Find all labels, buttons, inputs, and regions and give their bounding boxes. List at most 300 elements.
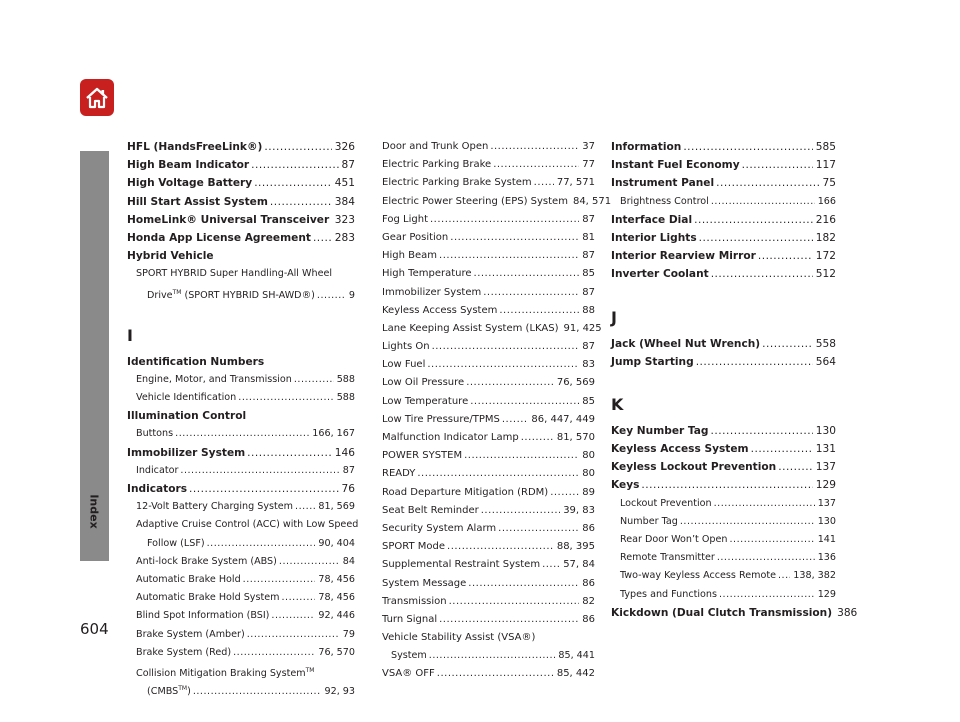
section-letter: I xyxy=(127,325,133,345)
entry-page-link[interactable]: 85 xyxy=(582,268,595,280)
index-entry[interactable] xyxy=(127,626,355,644)
index-entry[interactable] xyxy=(382,338,595,356)
leader-dots xyxy=(716,174,819,192)
leader-dots xyxy=(238,389,333,407)
entry-label: Electric Power Steering (EPS) System xyxy=(382,195,568,207)
leader-dots xyxy=(189,480,339,498)
entry-label: High Beam xyxy=(382,250,438,262)
entry-page-link[interactable]: 83 xyxy=(582,359,595,371)
entry-page-link[interactable]: 85 xyxy=(582,395,595,407)
entry-page-link[interactable]: 78, 456 xyxy=(318,573,355,585)
leader-dots xyxy=(295,498,315,516)
entry-label: READY xyxy=(382,468,416,480)
entry-page-link[interactable]: 564 xyxy=(815,355,836,368)
entry-label: Hybrid Vehicle xyxy=(127,250,214,263)
entry-page-link[interactable]: 84 xyxy=(342,555,355,567)
entry-label: SPORT Mode xyxy=(382,541,446,553)
entry-page-link[interactable]: 79 xyxy=(342,628,355,640)
leader-dots xyxy=(313,229,332,247)
entry-label: Keyless Lockout Prevention xyxy=(611,461,777,474)
leader-dots xyxy=(233,644,315,662)
index-entry[interactable] xyxy=(382,465,595,483)
index-entry[interactable] xyxy=(611,156,836,174)
leader-dots xyxy=(493,156,579,174)
leader-dots xyxy=(282,589,316,607)
index-entry[interactable] xyxy=(382,247,595,265)
page-number: 604 xyxy=(80,620,109,638)
leader-dots xyxy=(193,683,322,701)
entry-label: Identification Numbers xyxy=(127,355,265,368)
index-column-1 xyxy=(127,138,359,698)
index-entry[interactable] xyxy=(611,174,836,192)
index-entry[interactable] xyxy=(611,138,836,156)
leader-dots xyxy=(481,502,560,520)
index-heading xyxy=(127,662,355,680)
leader-dots xyxy=(447,538,554,556)
entry-page-link[interactable]: 39, 83 xyxy=(563,504,595,516)
entry-page-link[interactable]: 87 xyxy=(582,286,595,298)
leader-dots xyxy=(699,229,813,247)
index-entry[interactable] xyxy=(611,440,836,458)
entry-page-link[interactable]: 386 xyxy=(837,606,858,619)
entry-label: Automatic Brake Hold System xyxy=(136,592,280,604)
entry-label: Jack (Wheel Nut Wrench) xyxy=(611,337,761,350)
entry-label: Keys xyxy=(611,479,640,492)
leader-dots xyxy=(730,531,815,549)
entry-label: Low Oil Pressure xyxy=(382,377,465,389)
index-entry[interactable] xyxy=(611,476,836,494)
index-entry[interactable] xyxy=(127,680,355,698)
entry-page-link[interactable]: 588 xyxy=(336,392,355,404)
entry-page-link[interactable]: 146 xyxy=(334,446,355,459)
leader-dots xyxy=(742,156,813,174)
entry-page-link[interactable]: 75 xyxy=(822,177,836,190)
entry-label: High Temperature xyxy=(382,268,472,280)
entry-label: High Beam Indicator xyxy=(127,159,250,172)
index-entry[interactable] xyxy=(127,425,355,443)
leader-dots xyxy=(207,535,316,553)
index-entry[interactable] xyxy=(127,138,355,156)
entry-page-link[interactable]: 87 xyxy=(582,250,595,262)
index-entry[interactable] xyxy=(611,193,836,211)
index-entry[interactable] xyxy=(127,444,355,462)
entry-page-link[interactable]: 86 xyxy=(582,577,595,589)
entry-page-link[interactable]: 512 xyxy=(815,268,836,281)
entry-label: Automatic Brake Hold xyxy=(136,573,241,585)
index-entry[interactable] xyxy=(382,538,595,556)
leader-dots xyxy=(439,247,579,265)
leader-dots xyxy=(719,586,815,604)
leader-dots xyxy=(437,665,554,683)
entry-page-link[interactable]: 166 xyxy=(817,195,836,207)
index-entry[interactable] xyxy=(382,265,595,283)
entry-page-link[interactable]: 86 xyxy=(582,613,595,625)
leader-dots xyxy=(683,138,812,156)
index-entry[interactable] xyxy=(382,393,595,411)
entry-page-link[interactable]: 86 xyxy=(582,522,595,534)
entry-page-link[interactable]: 81 xyxy=(582,231,595,243)
entry-label: Engine, Motor, and Transmission xyxy=(136,373,292,385)
leader-dots xyxy=(490,138,579,156)
entry-page-link[interactable]: 87 xyxy=(582,341,595,353)
entry-label: Vehicle Identification xyxy=(136,392,237,404)
entry-page-link[interactable]: 89 xyxy=(582,486,595,498)
index-entry[interactable] xyxy=(382,320,602,338)
leader-dots xyxy=(468,575,579,593)
entry-page-link[interactable]: 136 xyxy=(817,552,836,564)
entry-label: Interior Rearview Mirror xyxy=(611,250,756,263)
side-label: Index xyxy=(87,494,101,529)
entry-label: HFL (HandsFreeLink®) xyxy=(127,141,263,153)
entry-label: Anti-lock Brake System (ABS) xyxy=(136,555,277,567)
entry-page-link[interactable]: 82 xyxy=(582,595,595,607)
index-entry[interactable] xyxy=(127,462,355,480)
entry-label: Kickdown (Dual Clutch Transmission) xyxy=(611,606,833,619)
entry-label: Fog Light xyxy=(382,213,428,225)
leader-dots xyxy=(243,571,316,589)
leader-dots xyxy=(271,607,315,625)
index-entry[interactable] xyxy=(127,589,355,607)
index-entry[interactable] xyxy=(382,211,595,229)
leader-dots xyxy=(251,156,338,174)
index-entry[interactable] xyxy=(382,611,595,629)
entry-label: Inverter Coolant xyxy=(611,268,709,281)
entry-label: Brightness Control xyxy=(620,195,709,207)
leader-dots xyxy=(254,174,332,192)
index-entry[interactable] xyxy=(127,174,355,192)
leader-dots xyxy=(714,495,815,513)
entry-label: Blind Spot Information (BSI) xyxy=(136,610,270,622)
entry-page-link[interactable]: 77, 571 xyxy=(556,177,595,189)
entry-label: Instant Fuel Economy xyxy=(611,159,740,172)
entry-label: Immobilizer System xyxy=(382,286,482,298)
entry-page-link[interactable]: 87 xyxy=(342,464,355,476)
index-column-2 xyxy=(382,138,612,684)
entry-label: POWER SYSTEM xyxy=(382,450,463,462)
section-letter: K xyxy=(611,394,624,414)
entry-label: Gear Position xyxy=(382,231,449,243)
index-entry[interactable] xyxy=(611,458,836,476)
entry-page-link[interactable]: 57, 84 xyxy=(563,559,595,571)
index-entry[interactable] xyxy=(127,156,355,174)
entry-page-link[interactable]: 588 xyxy=(336,373,355,385)
entry-label: Low Fuel xyxy=(382,359,426,371)
leader-dots xyxy=(778,458,813,476)
entry-page-link[interactable]: 216 xyxy=(815,213,836,226)
leader-dots xyxy=(427,356,579,374)
leader-dots xyxy=(417,465,579,483)
entry-label: SPORT HYBRID Super Handling-All Wheel xyxy=(136,268,333,280)
index-heading xyxy=(127,516,359,534)
entry-page-link[interactable]: 76, 569 xyxy=(556,377,595,389)
index-entry[interactable] xyxy=(382,520,595,538)
entry-page-link[interactable]: 92, 93 xyxy=(324,686,355,698)
index-entry[interactable] xyxy=(382,665,595,683)
entry-page-link[interactable]: 78, 456 xyxy=(318,592,355,604)
leader-dots xyxy=(450,229,579,247)
entry-page-link[interactable]: 37 xyxy=(582,141,595,152)
entry-page-link[interactable]: 131 xyxy=(815,443,836,456)
entry-label: Brake System (Red) xyxy=(136,646,232,658)
index-entry[interactable] xyxy=(382,174,595,192)
entry-label: Seat Belt Reminder xyxy=(382,504,479,516)
entry-page-link[interactable]: 137 xyxy=(817,497,836,509)
index-entry[interactable] xyxy=(127,571,355,589)
entry-page-link[interactable]: 85, 442 xyxy=(556,668,595,680)
entry-label: Turn Signal xyxy=(382,613,438,625)
index-entry[interactable] xyxy=(611,422,836,440)
leader-dots xyxy=(247,444,332,462)
entry-label: Indicators xyxy=(127,483,187,495)
entry-page-link[interactable]: 84, 571 xyxy=(572,195,612,207)
home-button[interactable] xyxy=(80,79,114,116)
entry-label: Electric Parking Brake System xyxy=(382,177,532,189)
entry-label: Honda App License Agreement xyxy=(127,231,311,244)
index-entry[interactable] xyxy=(611,353,836,371)
entry-page-link[interactable]: 172 xyxy=(815,250,836,263)
leader-dots xyxy=(499,302,579,320)
entry-label: Keyless Access System xyxy=(611,443,749,456)
entry-label: 12-Volt Battery Charging System xyxy=(136,501,294,513)
entry-label: Key Number Tag xyxy=(611,424,709,437)
leader-dots xyxy=(175,425,309,443)
leader-dots xyxy=(542,556,560,574)
entry-page-link[interactable]: 91, 425 xyxy=(563,322,602,334)
leader-dots xyxy=(466,374,554,392)
index-entry[interactable] xyxy=(611,229,836,247)
index-heading xyxy=(127,265,355,283)
index-entry[interactable] xyxy=(611,495,836,513)
entry-page-link[interactable]: 558 xyxy=(815,337,836,350)
leader-dots xyxy=(430,211,579,229)
leader-dots xyxy=(270,193,332,211)
entry-page-link[interactable]: 76 xyxy=(341,483,355,495)
index-entry[interactable] xyxy=(382,229,595,247)
entry-page-link[interactable]: 182 xyxy=(815,231,836,244)
entry-label: Illumination Control xyxy=(127,410,247,423)
home-icon xyxy=(84,86,110,110)
entry-label: Information xyxy=(611,141,682,153)
entry-page-link[interactable]: 80 xyxy=(582,468,595,480)
entry-page-link[interactable]: 77 xyxy=(582,159,595,171)
index-entry[interactable] xyxy=(611,247,836,265)
leader-dots xyxy=(550,484,579,502)
leader-dots xyxy=(758,247,813,265)
index-entry[interactable] xyxy=(127,193,355,211)
index-entry[interactable] xyxy=(382,302,595,320)
index-entry[interactable] xyxy=(382,575,595,593)
entry-label: Electric Parking Brake xyxy=(382,159,492,171)
entry-page-link[interactable]: 88, 395 xyxy=(556,541,595,553)
leader-dots xyxy=(498,520,579,538)
index-column-3 xyxy=(611,138,858,622)
entry-label: Lockout Prevention xyxy=(620,497,712,509)
index-entry[interactable] xyxy=(127,480,355,498)
entry-label: System Message xyxy=(382,577,467,589)
leader-dots xyxy=(264,138,331,156)
index-entry[interactable] xyxy=(127,371,355,389)
entry-page-link[interactable]: 130 xyxy=(817,515,836,527)
entry-page-link[interactable]: 90, 404 xyxy=(318,537,355,549)
leader-dots xyxy=(279,553,340,571)
entry-page-link[interactable]: 141 xyxy=(817,534,836,545)
entry-label: Number Tag xyxy=(620,515,678,527)
leader-dots xyxy=(696,353,813,371)
index-entry[interactable] xyxy=(611,604,858,622)
leader-dots xyxy=(502,411,529,429)
leader-dots xyxy=(432,338,580,356)
index-entry[interactable] xyxy=(127,535,355,553)
index-entry[interactable] xyxy=(382,193,612,211)
leader-dots xyxy=(294,371,334,389)
entry-label: Malfunction Indicator Lamp xyxy=(382,432,519,443)
entry-label: Adaptive Cruise Control (ACC) with Low Speed xyxy=(136,519,359,531)
entry-page-link[interactable]: 92, 446 xyxy=(318,610,355,622)
entry-page-link[interactable]: 323 xyxy=(334,213,355,226)
index-entry[interactable] xyxy=(382,374,595,392)
entry-label: Low Tire Pressure/TPMS xyxy=(382,413,500,425)
entry-page-link[interactable]: 129 xyxy=(817,588,836,600)
entry-page-link[interactable]: 117 xyxy=(815,159,836,172)
index-heading xyxy=(127,247,355,265)
index-entry[interactable] xyxy=(611,513,836,531)
index-entry[interactable] xyxy=(382,484,595,502)
leader-dots xyxy=(317,287,346,305)
entry-label: Supplemental Restraint System xyxy=(382,559,541,571)
leader-dots xyxy=(711,193,815,211)
leader-dots xyxy=(751,440,813,458)
index-entry[interactable] xyxy=(611,549,836,567)
index-entry[interactable] xyxy=(382,138,595,156)
index-entry[interactable] xyxy=(127,389,355,407)
index-entry[interactable] xyxy=(382,556,595,574)
entry-page-link[interactable]: 138, 382 xyxy=(793,570,836,582)
leader-dots xyxy=(449,593,580,611)
entry-page-link[interactable]: 130 xyxy=(815,424,836,437)
leader-dots xyxy=(711,265,813,283)
entry-label: Collision Mitigation Braking System™ xyxy=(136,666,315,680)
index-entry[interactable] xyxy=(611,531,836,549)
entry-page-link[interactable]: 76, 570 xyxy=(318,646,355,658)
entry-page-link[interactable]: 326 xyxy=(334,141,355,153)
entry-page-link[interactable]: 137 xyxy=(815,461,836,474)
index-entry[interactable] xyxy=(611,335,836,353)
index-entry[interactable] xyxy=(382,411,595,429)
leader-dots xyxy=(474,265,580,283)
index-entry[interactable] xyxy=(382,429,595,447)
entry-label: Immobilizer System xyxy=(127,446,246,459)
entry-page-link[interactable]: 88 xyxy=(582,304,595,316)
entry-page-link[interactable]: 87 xyxy=(582,213,595,225)
leader-dots xyxy=(717,549,815,567)
entry-label: Lane Keeping Assist System (LKAS) xyxy=(382,322,559,334)
entry-page-link[interactable]: 86, 447, 449 xyxy=(531,413,595,425)
entry-label: Drive™ (SPORT HYBRID SH-AWD®) xyxy=(147,288,315,301)
leader-dots xyxy=(247,626,340,644)
leader-dots xyxy=(331,211,332,229)
entry-label: Rear Door Won’t Open xyxy=(620,534,728,545)
index-entry[interactable] xyxy=(611,567,836,585)
index-entry[interactable] xyxy=(382,284,595,302)
leader-dots xyxy=(694,211,813,229)
index-heading xyxy=(127,353,355,371)
index-entry[interactable] xyxy=(127,553,355,571)
entry-page-link[interactable]: 85, 441 xyxy=(558,650,595,662)
index-entry[interactable] xyxy=(127,607,355,625)
entry-label: Transmission xyxy=(382,595,447,607)
entry-page-link[interactable]: 283 xyxy=(334,231,355,244)
entry-label: Lights On xyxy=(382,341,430,353)
entry-label: Buttons xyxy=(136,428,174,440)
index-heading xyxy=(127,407,355,425)
entry-label: Instrument Panel xyxy=(611,177,715,190)
entry-page-link[interactable]: 80 xyxy=(582,450,595,462)
index-entry[interactable] xyxy=(127,644,355,662)
leader-dots xyxy=(762,335,813,353)
entry-label: Interface Dial xyxy=(611,213,693,226)
index-entry[interactable] xyxy=(382,502,595,520)
entry-label: VSA® OFF xyxy=(382,668,435,680)
entry-page-link[interactable]: 87 xyxy=(341,159,355,172)
index-entry[interactable] xyxy=(611,265,836,283)
index-heading xyxy=(382,629,595,647)
entry-label: Indicator xyxy=(136,464,179,476)
entry-page-link[interactable]: 384 xyxy=(334,195,355,208)
entry-label: Jump Starting xyxy=(611,355,694,368)
leader-dots xyxy=(429,647,556,665)
leader-dots xyxy=(521,429,554,447)
leader-dots xyxy=(711,422,813,440)
entry-label: Low Temperature xyxy=(382,395,469,407)
index-entry[interactable] xyxy=(382,647,595,665)
index-entry[interactable] xyxy=(611,211,836,229)
leader-dots xyxy=(534,174,554,192)
leader-dots xyxy=(680,513,815,531)
index-entry[interactable] xyxy=(382,156,595,174)
entry-page-link[interactable]: 129 xyxy=(815,479,836,492)
entry-label: Vehicle Stability Assist (VSA®) xyxy=(382,632,536,644)
index-entry[interactable] xyxy=(127,229,355,247)
entry-page-link[interactable]: 9 xyxy=(348,289,355,301)
entry-label: Road Departure Mitigation (RDM) xyxy=(382,486,549,498)
entry-label: Types and Functions xyxy=(620,588,717,600)
entry-page-link[interactable]: 81, 569 xyxy=(318,501,355,513)
entry-page-link[interactable]: 451 xyxy=(334,177,355,190)
leader-dots xyxy=(439,611,579,629)
index-entry[interactable] xyxy=(611,586,836,604)
section-letter: J xyxy=(611,307,617,327)
entry-page-link[interactable]: 166, 167 xyxy=(312,428,355,440)
entry-label: Remote Transmitter xyxy=(620,552,715,564)
leader-dots xyxy=(464,447,579,465)
entry-label: Interior Lights xyxy=(611,231,697,244)
entry-label: Two-way Keyless Access Remote xyxy=(620,570,776,582)
leader-dots xyxy=(483,284,579,302)
index-entry[interactable] xyxy=(382,447,595,465)
entry-page-link[interactable]: 585 xyxy=(815,141,836,153)
index-entry[interactable] xyxy=(127,211,355,229)
index-entry[interactable] xyxy=(127,284,355,302)
leader-dots xyxy=(778,567,790,585)
entry-page-link[interactable]: 81, 570 xyxy=(556,432,595,443)
entry-label: System xyxy=(391,650,427,662)
index-entry[interactable] xyxy=(127,498,355,516)
index-entry[interactable] xyxy=(382,356,595,374)
entry-label: HomeLink® Universal Transceiver xyxy=(127,213,330,226)
entry-label: Security System Alarm xyxy=(382,522,497,534)
entry-label: Keyless Access System xyxy=(382,304,498,316)
index-entry[interactable] xyxy=(382,593,595,611)
